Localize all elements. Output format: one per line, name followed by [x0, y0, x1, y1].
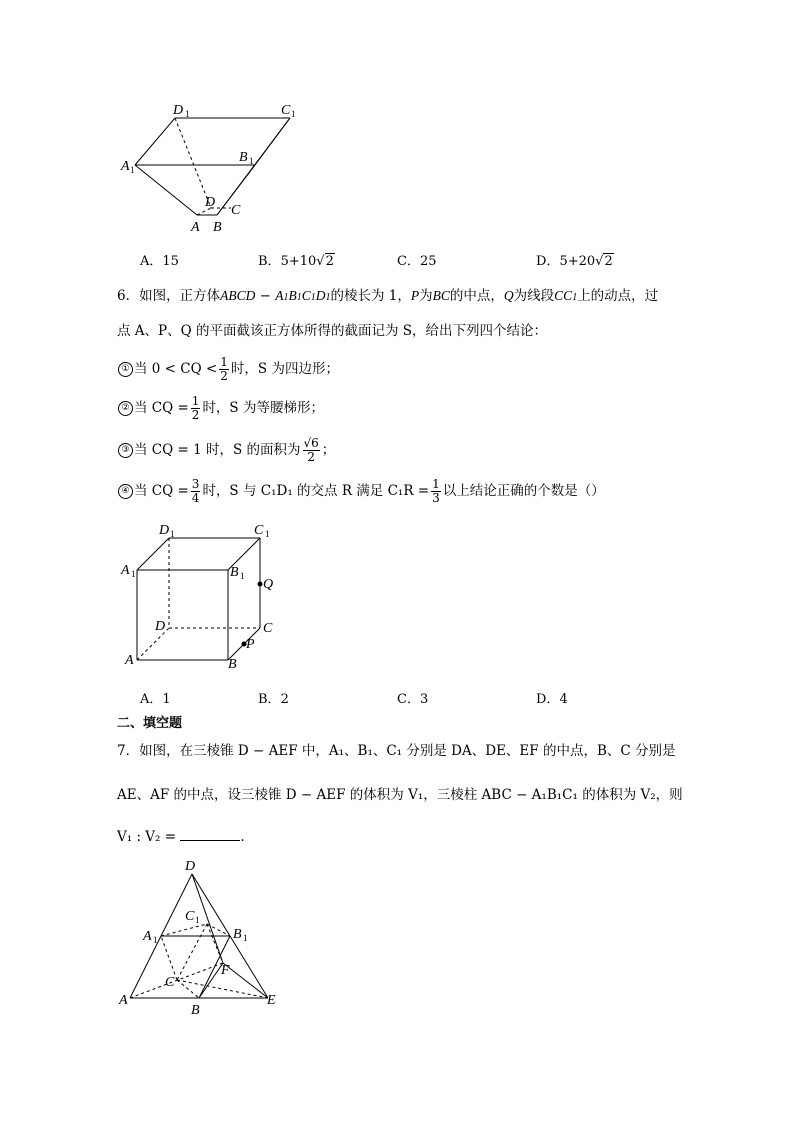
svg-text:1: 1 — [170, 529, 175, 539]
label-C1: C — [281, 103, 291, 118]
label-B1: B — [239, 150, 248, 165]
q5-option-b[interactable]: B．5+10√2 — [258, 254, 334, 269]
svg-text:B: B — [191, 1003, 200, 1018]
figure-q6-cube — [115, 518, 290, 673]
svg-text:C: C — [254, 523, 264, 538]
q6-conclusion-3: ③ 当 CQ = 1 时，S 的面积为 $\frac{√6}{2}$ ； — [118, 432, 335, 468]
q6-line2: 点 A、P、Q 的平面截该正方体所得的截面记为 S，给出下列四个结论： — [117, 323, 548, 339]
svg-text:1: 1 — [130, 165, 135, 175]
label-D: D — [205, 195, 216, 210]
svg-text:B: B — [233, 927, 242, 942]
svg-text:1: 1 — [265, 529, 270, 539]
svg-text:1: 1 — [243, 933, 248, 943]
q7-line1: 7．如图，在三棱锥 D − AEF 中，A₁、B₁、C₁ 分别是 DA、DE、EF 的中点，B、C 分别是 — [117, 743, 676, 759]
svg-text:1: 1 — [185, 109, 190, 119]
label-A1: A — [121, 159, 130, 174]
q5-option-d[interactable]: D．5+20√2 — [536, 254, 613, 269]
q6-option-d[interactable]: D．4 — [536, 692, 568, 707]
label-C: C — [231, 203, 241, 218]
svg-text:D: D — [155, 619, 166, 634]
svg-text:1: 1 — [153, 935, 158, 945]
q6-conclusion-1: ① 当 0 < CQ < $\frac{1}{2}$ 时，S 为四边形； — [118, 352, 339, 386]
q6-line1: 6．如图，正方体ABCD − A1B1C1D1的棱长为 1，P为BC的中点，Q为线段CC1上的动点，过 — [117, 288, 659, 304]
svg-text:1: 1 — [249, 156, 254, 166]
q5-option-a[interactable]: A．15 — [140, 254, 179, 269]
svg-text:D: D — [185, 859, 196, 874]
q7-line2: AE、AF 的中点，设三棱锥 D − AEF 的体积为 V₁，三棱柱 ABC − A₁B₁C₁ 的体积为 V₂，则 — [117, 787, 683, 803]
svg-text:A: A — [125, 653, 134, 668]
svg-text:B: B — [230, 565, 239, 580]
svg-text:B: B — [228, 657, 237, 672]
svg-text:C: C — [263, 621, 273, 636]
svg-text:C: C — [185, 909, 195, 924]
svg-text:P: P — [246, 637, 255, 652]
svg-text:C: C — [165, 975, 175, 990]
svg-text:A: A — [143, 929, 152, 944]
svg-text:D: D — [159, 523, 170, 538]
svg-text:A: A — [121, 563, 130, 578]
label-B: B — [213, 220, 222, 235]
q7-answer-blank[interactable] — [180, 828, 240, 841]
q6-conclusion-4: ④ 当 CQ = $\frac{3}{4}$ 时，S 与 C₁D₁ 的交点 R 满足 C₁R = $\frac{1}{3}$ 以上结论正确的个数是（） — [118, 474, 605, 508]
q6-option-b[interactable]: B．2 — [258, 692, 289, 707]
svg-text:E: E — [267, 993, 276, 1008]
svg-text:1: 1 — [240, 571, 245, 581]
svg-text:A: A — [119, 993, 128, 1008]
label-D1: D — [173, 103, 184, 118]
svg-text:1: 1 — [131, 569, 136, 579]
label-A: A — [191, 220, 200, 235]
svg-text:Q: Q — [263, 577, 274, 592]
figure-q7-tetrahedron — [115, 856, 290, 1018]
svg-text:F: F — [221, 963, 230, 978]
q5-option-c[interactable]: C．25 — [397, 254, 437, 269]
q6-conclusion-2: ② 当 CQ = $\frac{1}{2}$ 时，S 为等腰梯形； — [118, 391, 324, 425]
q7-line3: V₁ : V₂ = . — [117, 829, 245, 845]
q6-option-a[interactable]: A．1 — [140, 692, 171, 707]
q6-option-c[interactable]: C．3 — [397, 692, 429, 707]
figure-q5 — [115, 100, 315, 235]
svg-text:1: 1 — [291, 109, 296, 119]
section-heading-fill-in: 二、填空题 — [117, 716, 183, 731]
svg-text:1: 1 — [195, 915, 200, 925]
